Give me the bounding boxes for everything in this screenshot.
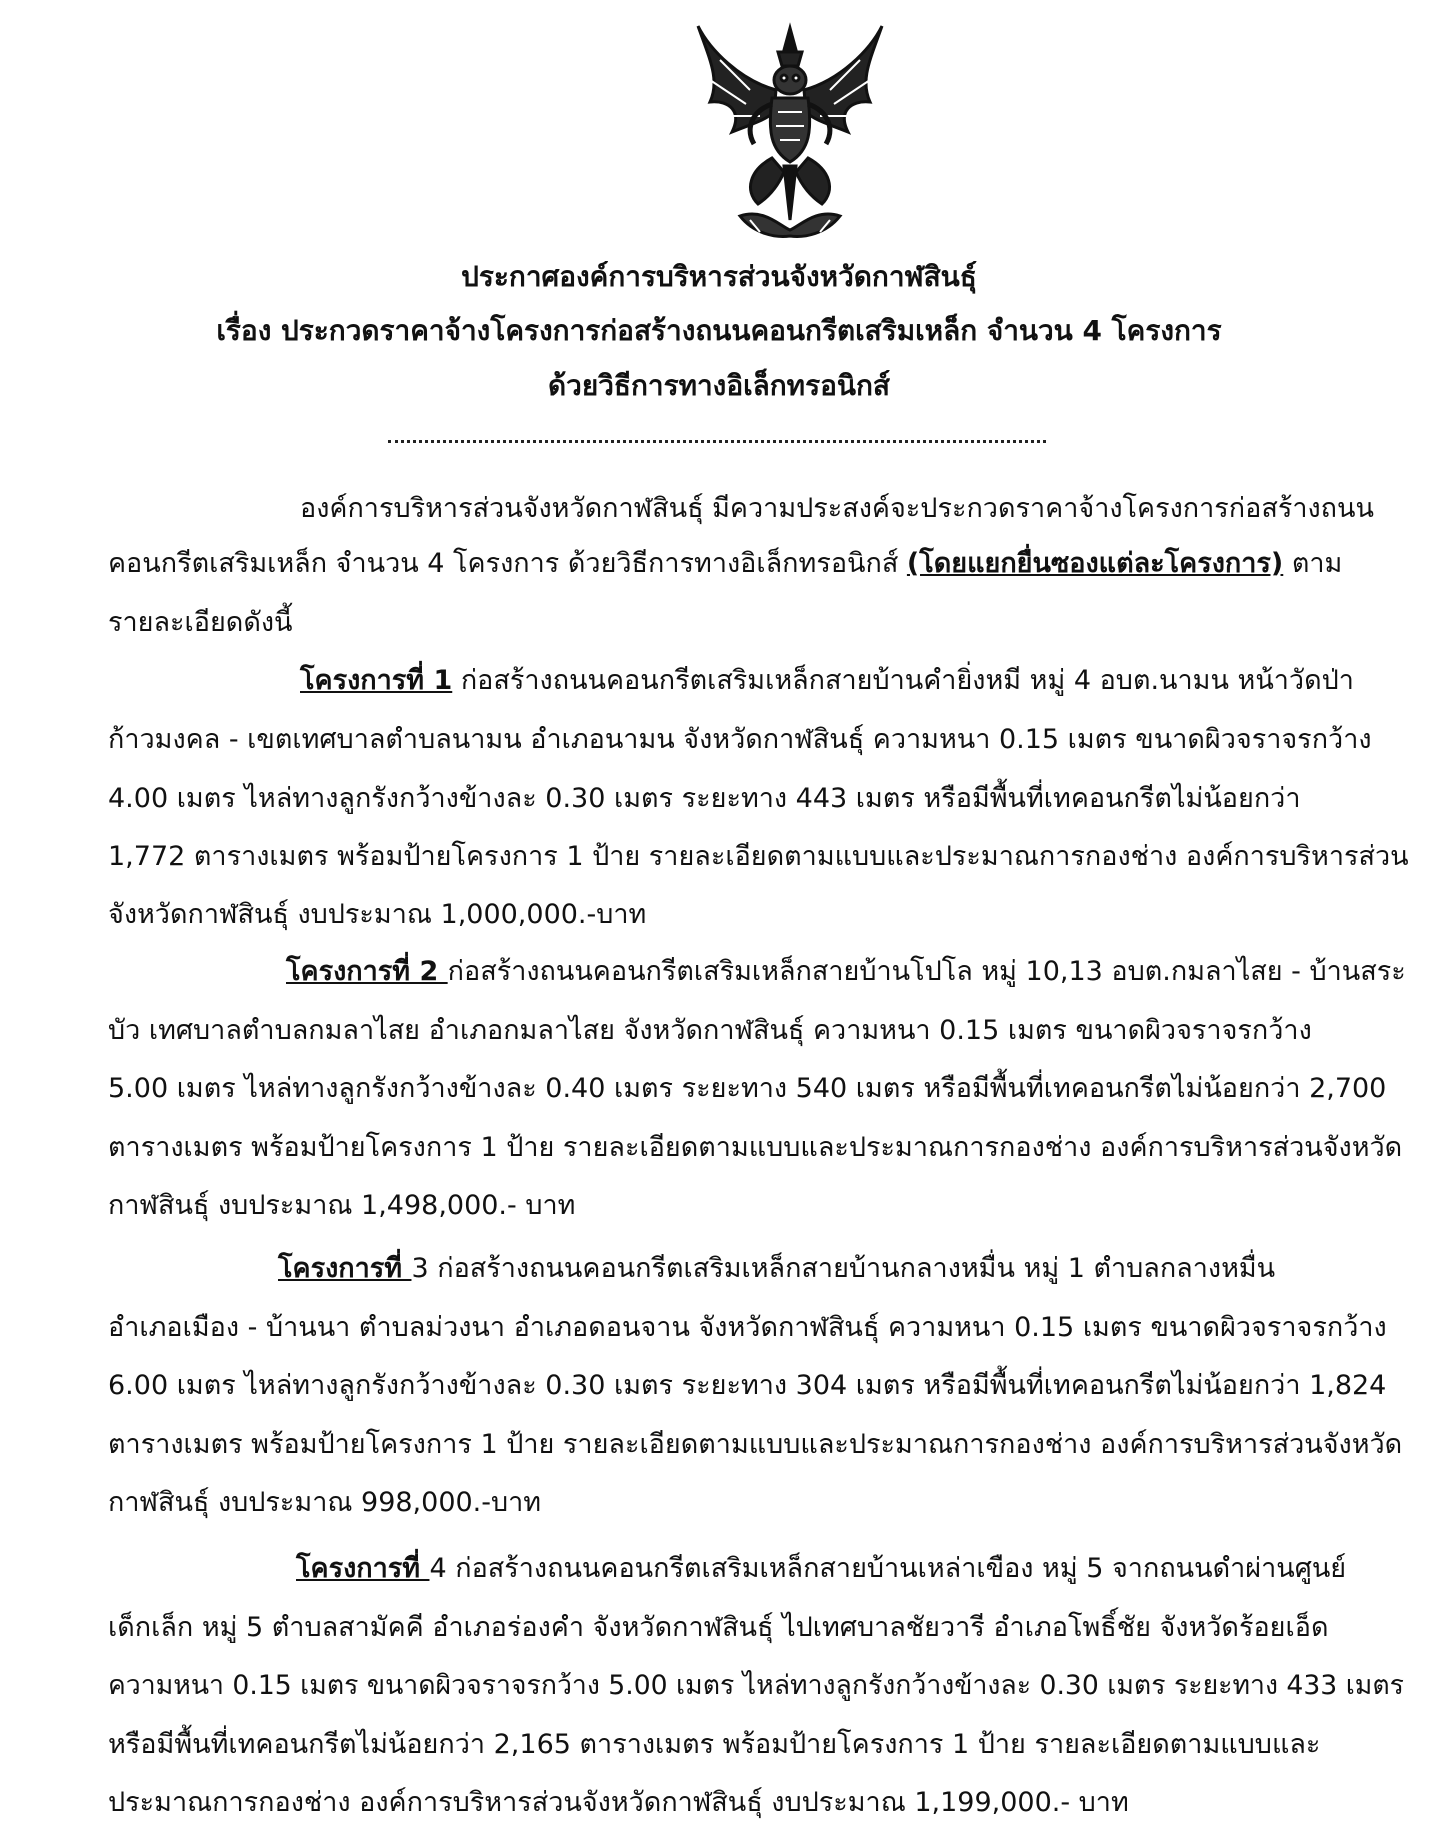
title-separator [388, 440, 1046, 443]
intro-line-2-text: คอนกรีตเสริมเหล็ก จำนวน 4 โครงการ ด้วยวิธีการทางอิเล็กทรอนิกส์ [108, 548, 907, 579]
project-1-text-1: ก่อสร้างถนนคอนกรีตเสริมเหล็กสายบ้านคำยิ่งหมี หมู่ 4 อบต.นามน หน้าวัดป่า [452, 665, 1354, 696]
project-3-label: โครงการที่ [278, 1253, 412, 1284]
project-4-label: โครงการที่ [296, 1553, 430, 1584]
project-2-label: โครงการที่ 2 [286, 956, 448, 987]
intro-line-1: องค์การบริหารส่วนจังหวัดกาฬสินธุ์ มีความประสงค์จะประกวดราคาจ้างโครงการก่อสร้างถนน [300, 493, 1374, 524]
intro-line-2-tail: ตาม [1283, 548, 1343, 579]
project-4-line-3: ความหนา 0.15 เมตร ขนาดผิวจราจรกว้าง 5.00 เมตร ไหล่ทางลูกรังกว้างข้างละ 0.30 เมตร ระยะทาง 433 เมตร [108, 1670, 1404, 1701]
project-2-line-2: บัว เทศบาลตำบลกมลาไสย อำเภอกมลาไสย จังหวัดกาฬสินธุ์ ความหนา 0.15 เมตร ขนาดผิวจราจรกว้าง [108, 1015, 1312, 1046]
project-3-line-1 [278, 1251, 1275, 1287]
project-2-text-1: ก่อสร้างถนนคอนกรีตเสริมเหล็กสายบ้านโปโล หมู่ 10,13 อบต.กมลาไสย - บ้านสระ [447, 956, 1406, 987]
intro-emphasis: (โดยแยกยื่นซองแต่ละโครงการ) [906, 548, 1284, 579]
intro-line-2 [108, 546, 1342, 582]
project-3-line-5: กาฬสินธุ์ งบประมาณ 998,000.-บาท [108, 1487, 542, 1518]
document-method: ด้วยวิธีการทางอิเล็กทรอนิกส์ [548, 369, 890, 402]
project-1-line-5: จังหวัดกาฬสินธุ์ งบประมาณ 1,000,000.-บาท [108, 899, 647, 930]
project-3-line-3: 6.00 เมตร ไหล่ทางลูกรังกว้างข้างละ 0.30 เมตร ระยะทาง 304 เมตร หรือมีพื้นที่เทคอนกรีตไม่น้อยกว่า 1,824 [108, 1370, 1387, 1401]
project-4-text-1: 4 ก่อสร้างถนนคอนกรีตเสริมเหล็กสายบ้านเหล่าเขือง หมู่ 5 จากถนนดำผ่านศูนย์ [429, 1553, 1347, 1584]
document-title: ประกาศองค์การบริหารส่วนจังหวัดกาฬสินธุ์ [461, 260, 977, 293]
document-subject: เรื่อง ประกวดราคาจ้างโครงการก่อสร้างถนนคอนกรีตเสริมเหล็ก จำนวน 4 โครงการ [216, 314, 1222, 347]
project-2-line-5: กาฬสินธุ์ งบประมาณ 1,498,000.- บาท [108, 1190, 576, 1221]
intro-line-3: รายละเอียดดังนี้ [108, 607, 293, 638]
project-4-line-1 [296, 1551, 1346, 1587]
project-1-line-1 [300, 663, 1354, 699]
project-1-label: โครงการที่ 1 [300, 665, 453, 696]
project-2-line-4: ตารางเมตร พร้อมป้ายโครงการ 1 ป้าย รายละเอียดตามแบบและประมาณการกองช่าง องค์การบริหารส่วนจังหวัด [108, 1132, 1403, 1163]
project-1-line-4: 1,772 ตารางเมตร พร้อมป้ายโครงการ 1 ป้าย รายละเอียดตามแบบและประมาณการกองช่าง องค์การบริหารส่วน [108, 841, 1409, 872]
project-1-line-2: ก้าวมงคล - เขตเทศบาลตำบลนามน อำเภอนามน จังหวัดกาฬสินธุ์ ความหนา 0.15 เมตร ขนาดผิวจราจรกว้าง [108, 724, 1372, 755]
project-4-line-5: ประมาณการกองช่าง องค์การบริหารส่วนจังหวัดกาฬสินธุ์ งบประมาณ 1,199,000.- บาท [108, 1787, 1129, 1818]
project-1-line-3: 4.00 เมตร ไหล่ทางลูกรังกว้างข้างละ 0.30 เมตร ระยะทาง 443 เมตร หรือมีพื้นที่เทคอนกรีตไม่น้อยกว่า [108, 783, 1301, 814]
project-4-line-4: หรือมีพื้นที่เทคอนกรีตไม่น้อยกว่า 2,165 ตารางเมตร พร้อมป้ายโครงการ 1 ป้าย รายละเอียดตามแบบและ [108, 1729, 1321, 1760]
project-4-line-2: เด็กเล็ก หมู่ 5 ตำบลสามัคคี อำเภอร่องคำ จังหวัดกาฬสินธุ์ ไปเทศบาลชัยวารี อำเภอโพธิ์ชัย จังหวัดร้อยเอ็ด [108, 1612, 1329, 1643]
project-3-line-2: อำเภอเมือง - บ้านนา ตำบลม่วงนา อำเภอดอนจาน จังหวัดกาฬสินธุ์ ความหนา 0.15 เมตร ขนาดผิวจราจรกว้าง [108, 1312, 1387, 1343]
garuda-emblem-icon [680, 20, 900, 242]
project-2-line-3: 5.00 เมตร ไหล่ทางลูกรังกว้างข้างละ 0.40 เมตร ระยะทาง 540 เมตร หรือมีพื้นที่เทคอนกรีตไม่น้อยกว่า 2,700 [108, 1073, 1387, 1104]
project-2-line-1 [286, 954, 1406, 990]
project-3-line-4: ตารางเมตร พร้อมป้ายโครงการ 1 ป้าย รายละเอียดตามแบบและประมาณการกองช่าง องค์การบริหารส่วนจังหวัด [108, 1429, 1403, 1460]
project-3-text-1: 3 ก่อสร้างถนนคอนกรีตเสริมเหล็กสายบ้านกลางหมื่น หมู่ 1 ตำบลกลางหมื่น [411, 1253, 1276, 1284]
